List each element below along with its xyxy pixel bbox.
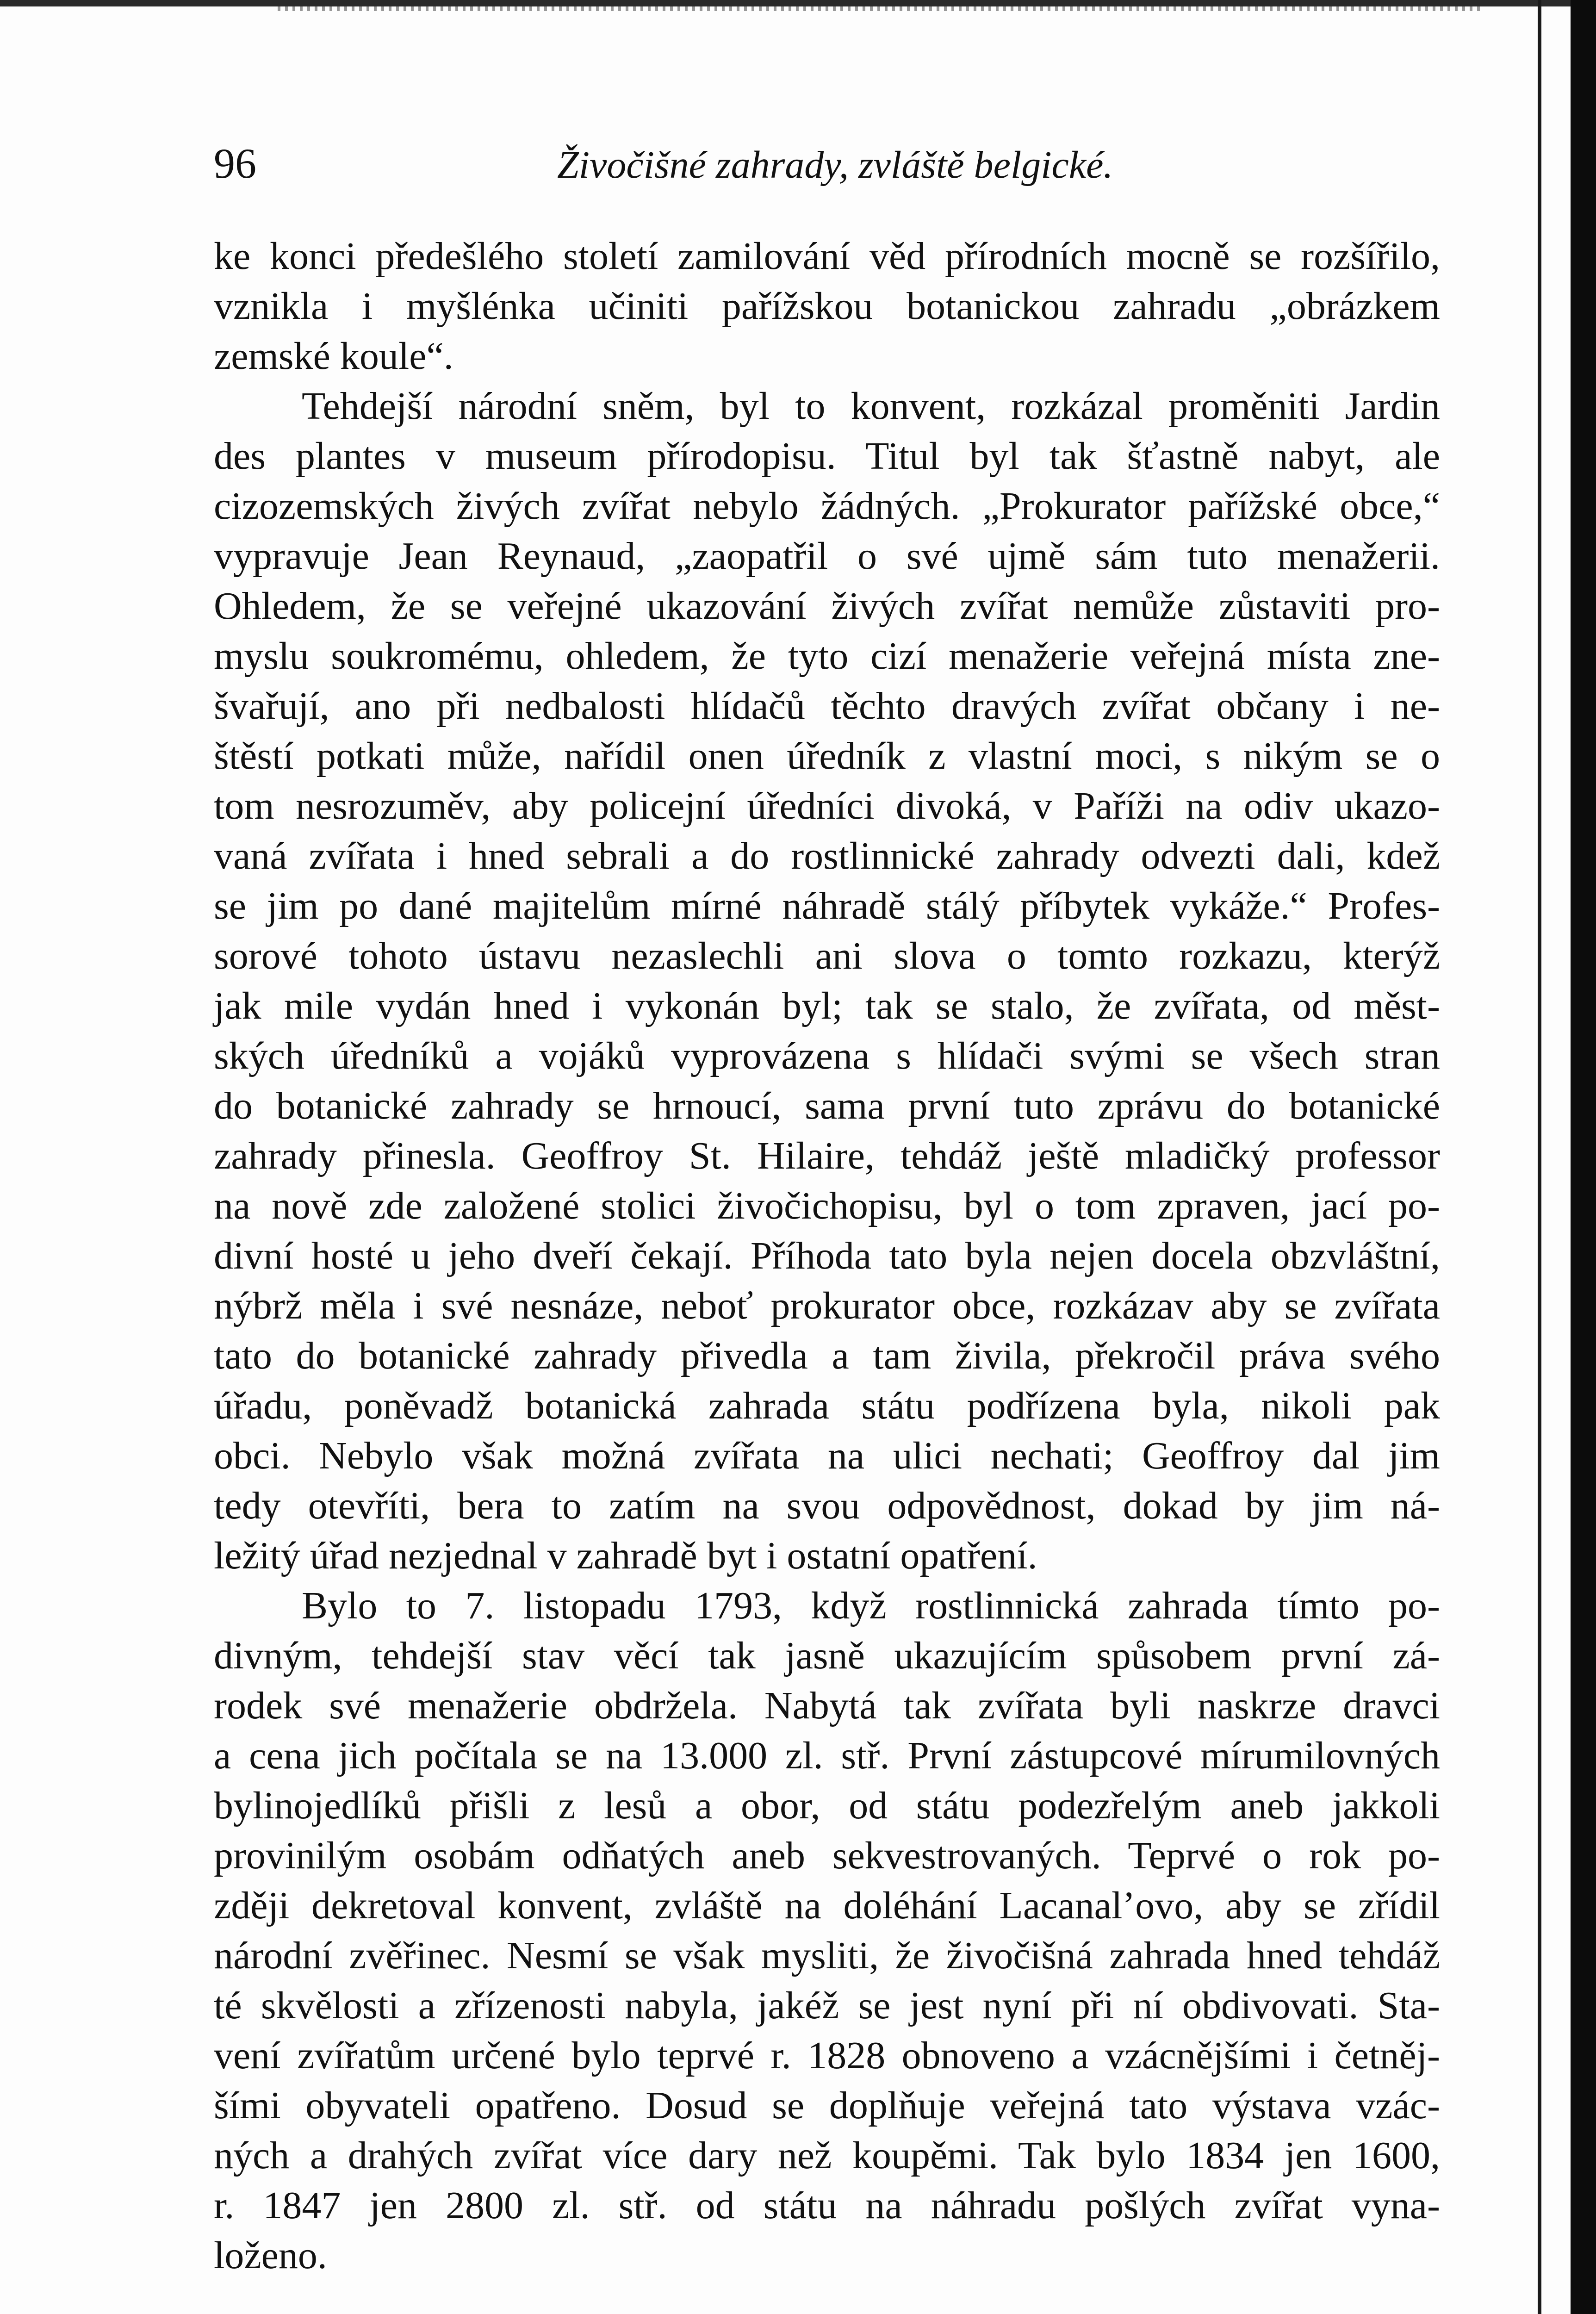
text-line: a cena jich počítala se na 13.000 zl. stř. První zástupcové mírumilovných [214,1734,1440,1777]
paragraph [214,1581,1440,2281]
text-line: cizozemských živých zvířat nebylo žádných. „Prokurator pařížské obce,“ [214,485,1440,528]
paragraph [214,231,1440,381]
text-line: ských úředníků a vojáků vyprovázena s hlídači svými se všech stran [214,1034,1440,1077]
body-text [214,231,1440,2281]
text-line: ležitý úřad nezjednal v zahradě byt i ostatní opatření. [214,1534,1037,1577]
text-line: se jim po dané majitelům mírné náhradě stálý příbytek vykáže.“ Profes- [214,884,1440,927]
running-head: Živočišné zahrady, zvláště belgické. [557,143,1113,187]
scan-edge-line [1538,0,1541,2314]
text-line: provinilým osobám odňatých aneb sekvestrovaných. Teprvé o rok po- [214,1834,1440,1877]
text-line: do botanické zahrady se hrnoucí, sama první tuto zprávu do botanické [214,1084,1440,1127]
text-line: divným, tehdejší stav věcí tak jasně ukazujícím spůsobem první zá- [214,1634,1440,1677]
paragraph [214,381,1440,1581]
text-line: švařují, ano při nedbalosti hlídačů těchto dravých zvířat občany i ne- [214,684,1440,728]
text-line: r. 1847 jen 2800 zl. stř. od státu na náhradu pošlých zvířat vyna- [214,2184,1440,2227]
text-line: myslu soukromému, ohledem, že tyto cizí menažerie veřejná místa zne- [214,634,1440,678]
text-line: obci. Nebylo však možná zvířata na ulici nechati; Geoffroy dal jim [214,1434,1440,1477]
text-line: vení zvířatům určené bylo teprvé r. 1828 obnoveno a vzácnějšími i četněj- [214,2034,1440,2077]
text-line: zději dekretoval konvent, zvláště na doléhání Lacanal’ovo, aby se zřídil [214,1884,1440,1927]
text-line: vypravuje Jean Reynaud, „zaopatřil o své ujmě sám tuto menažerii. [214,535,1440,578]
text-line: zahrady přinesla. Geoffroy St. Hilaire, tehdáž ještě mladičký professor [214,1134,1440,1177]
page-header [214,139,1533,199]
text-line: des plantes v museum přírodopisu. Titul byl tak šťastně nabyt, ale [214,435,1440,478]
text-line: nýbrž měla i své nesnáze, neboť prokurator obce, rozkázav aby se zvířata [214,1284,1440,1327]
text-line: zemské koule“. [214,335,453,378]
text-line: rodek své menažerie obdržela. Nabytá tak zvířata byli naskrze dravci [214,1684,1440,1727]
text-line: úřadu, poněvadž botanická zahrada státu podřízena byla, nikoli pak [214,1384,1440,1427]
text-line: vznikla i myšlénka učiniti pařížskou botanickou zahradu „obrázkem [214,285,1440,328]
scan-top-border [0,0,1596,6]
text-line: té skvělosti a zřízenosti nabyla, jakéž se jest nyní při ní obdivovati. Sta- [214,1984,1440,2027]
page-number: 96 [214,140,256,187]
text-line: tedy otevříti, bera to zatím na svou odpovědnost, dokad by jim ná- [214,1484,1440,1527]
text-line: tato do botanické zahrady přivedla a tam živila, překročil práva svého [214,1334,1440,1377]
text-line: loženo. [214,2234,327,2277]
text-line: národní zvěřinec. Nesmí se však mysliti, že živočišná zahrada hned tehdáž [214,1934,1440,1977]
text-line: jak mile vydán hned i vykonán byl; tak se stalo, že zvířata, od měst- [214,984,1440,1027]
scan-top-ticks [278,6,1481,11]
text-line: šími obyvateli opatřeno. Dosud se doplňuje veřejná tato výstava vzác- [214,2084,1440,2127]
scan-right-border [1571,0,1596,2314]
text-line: ke konci předešlého století zamilování věd přírodních mocně se rozšířilo, [214,235,1440,278]
text-line: ných a drahých zvířat více dary než koupěmi. Tak bylo 1834 jen 1600, [214,2134,1440,2177]
text-line: bylinojedlíků přišli z lesů a obor, od státu podezřelým aneb jakkoli [214,1784,1440,1827]
text-line: na nově zde založené stolici živočichopisu, byl o tom zpraven, jací po- [214,1184,1440,1227]
text-line: štěstí potkati může, nařídil onen úředník z vlastní moci, s nikým se o [214,734,1440,778]
text-line: Ohledem, že se veřejné ukazování živých zvířat nemůže zůstaviti pro- [214,585,1440,628]
text-line: tom nesrozuměv, aby policejní úředníci divoká, v Paříži na odiv ukazo- [214,784,1440,827]
text-line: Bylo to 7. listopadu 1793, když rostlinnická zahrada tímto po- [302,1584,1440,1627]
text-line: vaná zvířata i hned sebrali a do rostlinnické zahrady odvezti dali, kdež [214,834,1440,877]
text-line: sorové tohoto ústavu nezaslechli ani slova o tomto rozkazu, kterýž [214,934,1440,977]
text-line: Tehdejší národní sněm, byl to konvent, rozkázal proměniti Jardin [302,385,1440,428]
text-line: divní hosté u jeho dveří čekají. Příhoda tato byla nejen docela obzvláštní, [214,1234,1440,1277]
